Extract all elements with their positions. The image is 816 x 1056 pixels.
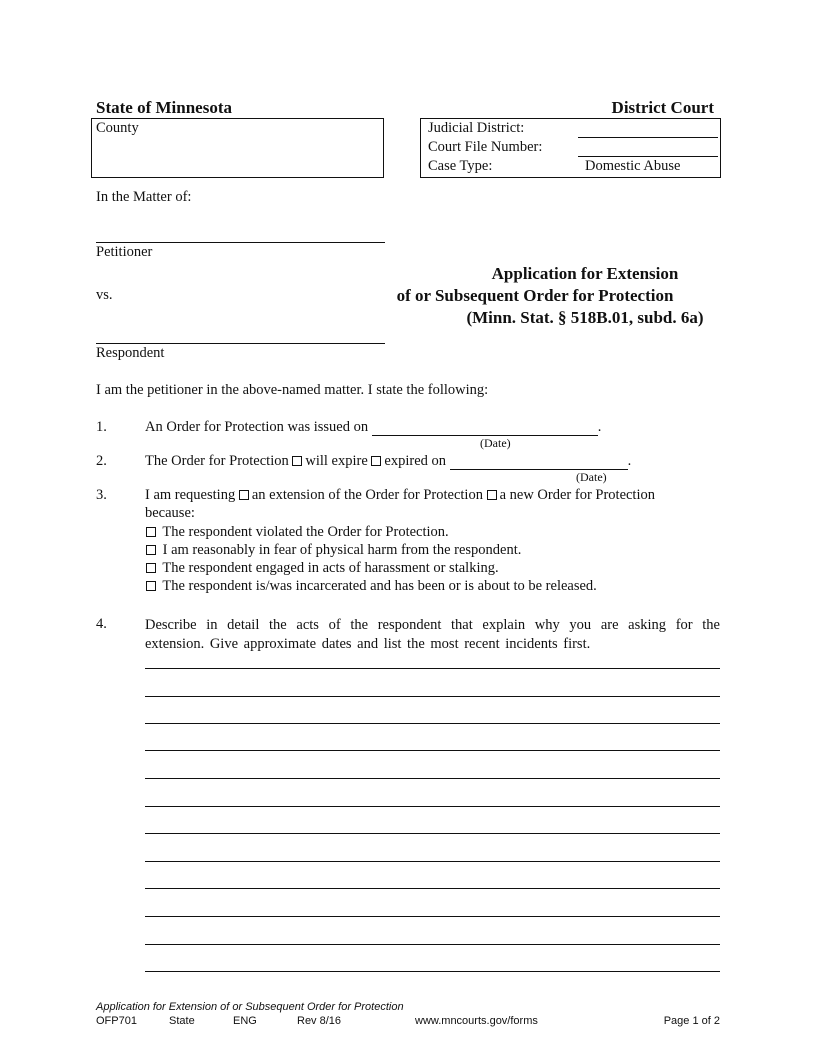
reason-label: I am reasonably in fear of physical harm from the respondent. [162, 542, 522, 558]
description-line[interactable] [145, 861, 720, 862]
description-line[interactable] [145, 723, 720, 724]
item-2-date-caption: (Date) [576, 470, 607, 484]
item-2: The Order for Protection will expire expired on . [145, 453, 632, 469]
extension-label: an extension of the Order for Protection [251, 487, 483, 503]
new-order-label: a new Order for Protection [499, 487, 655, 503]
item-1-number: 1. [96, 419, 107, 435]
case-type-label: Case Type: [428, 158, 493, 174]
reasons-list [146, 523, 597, 595]
footer-form-code: OFP701 [96, 1015, 137, 1027]
court-heading: District Court [611, 98, 714, 117]
expiration-date-field[interactable] [450, 455, 628, 470]
extension-checkbox[interactable] [239, 490, 249, 500]
new-order-checkbox[interactable] [487, 490, 497, 500]
description-line[interactable] [145, 833, 720, 834]
description-line[interactable] [145, 806, 720, 807]
footer-jurisdiction: State [169, 1015, 195, 1027]
footer-website: www.mncourts.gov/forms [415, 1015, 538, 1027]
reason-item [146, 559, 597, 577]
item-3 [145, 487, 655, 504]
order-issued-date-field[interactable] [372, 421, 598, 436]
description-line[interactable] [145, 778, 720, 779]
item-2-text: The Order for Protection [145, 453, 289, 469]
court-file-number-label: Court File Number: [428, 139, 543, 155]
description-line[interactable] [145, 888, 720, 889]
petitioner-label: Petitioner [96, 244, 153, 260]
item-1-text: An Order for Protection was issued on [145, 419, 369, 435]
matter-label: In the Matter of: [96, 189, 192, 205]
description-line[interactable] [145, 944, 720, 945]
description-line[interactable] [145, 971, 720, 972]
item-1-date-caption: (Date) [480, 436, 511, 450]
item-3-number: 3. [96, 487, 107, 503]
reason-item [146, 541, 597, 559]
judicial-district-label: Judicial District: [428, 120, 525, 136]
reason-label: The respondent violated the Order for Protection. [162, 524, 449, 540]
item-3-text: I am requesting [145, 487, 236, 503]
reason-fear-checkbox[interactable] [146, 545, 156, 555]
item-4-text: Describe in detail the acts of the respondent that explain why you are asking for the extension. Give approximate dates and list the most recent incidents first. [145, 617, 720, 652]
respondent-label: Respondent [96, 345, 165, 361]
item-4-number: 4. [96, 616, 107, 632]
petitioner-name-field[interactable] [96, 242, 385, 243]
item-2-number: 2. [96, 453, 107, 469]
respondent-name-field[interactable] [96, 343, 385, 344]
judicial-district-field[interactable] [578, 137, 718, 138]
form-title [396, 263, 770, 329]
reason-label: The respondent is/was incarcerated and has been or is about to be released. [162, 578, 597, 594]
case-info-box [420, 118, 721, 178]
footer-revision: Rev 8/16 [297, 1015, 342, 1027]
footer-form-title: Application for Extension of or Subsequent Order for Protection [96, 1001, 404, 1013]
description-line[interactable] [145, 696, 720, 697]
item-1: An Order for Protection was issued on . [145, 419, 602, 435]
state-heading: State of Minnesota [96, 98, 232, 117]
reason-item [146, 523, 597, 541]
will-expire-checkbox[interactable] [292, 456, 302, 466]
form-title-line-3: (Minn. Stat. § 518B.01, subd. 6a) [466, 308, 704, 327]
reason-label: The respondent engaged in acts of harassment or stalking. [162, 560, 499, 576]
reason-incarcerated-checkbox[interactable] [146, 581, 156, 591]
county-box[interactable] [91, 118, 384, 178]
footer-page-number: Page 1 of 2 [663, 1015, 720, 1027]
reason-violated-checkbox[interactable] [146, 527, 156, 537]
footer-language: ENG [233, 1015, 257, 1027]
case-type-value: Domestic Abuse [585, 158, 681, 174]
description-line[interactable] [145, 668, 720, 669]
item-3-because: because: [145, 505, 195, 521]
expired-on-label: expired on [384, 453, 447, 469]
intro-statement: I am the petitioner in the above-named matter. I state the following: [96, 382, 489, 398]
description-line[interactable] [145, 750, 720, 751]
will-expire-label: will expire [305, 453, 368, 469]
expired-on-checkbox[interactable] [371, 456, 381, 466]
form-title-line-1: Application for Extension [491, 264, 679, 283]
description-line[interactable] [145, 916, 720, 917]
form-title-line-2: of or Subsequent Order for Protection [396, 286, 674, 305]
court-file-number-field[interactable] [578, 156, 718, 157]
county-label: County [96, 120, 139, 136]
reason-item [146, 577, 597, 595]
reason-harassment-checkbox[interactable] [146, 563, 156, 573]
vs-label: vs. [96, 287, 113, 303]
